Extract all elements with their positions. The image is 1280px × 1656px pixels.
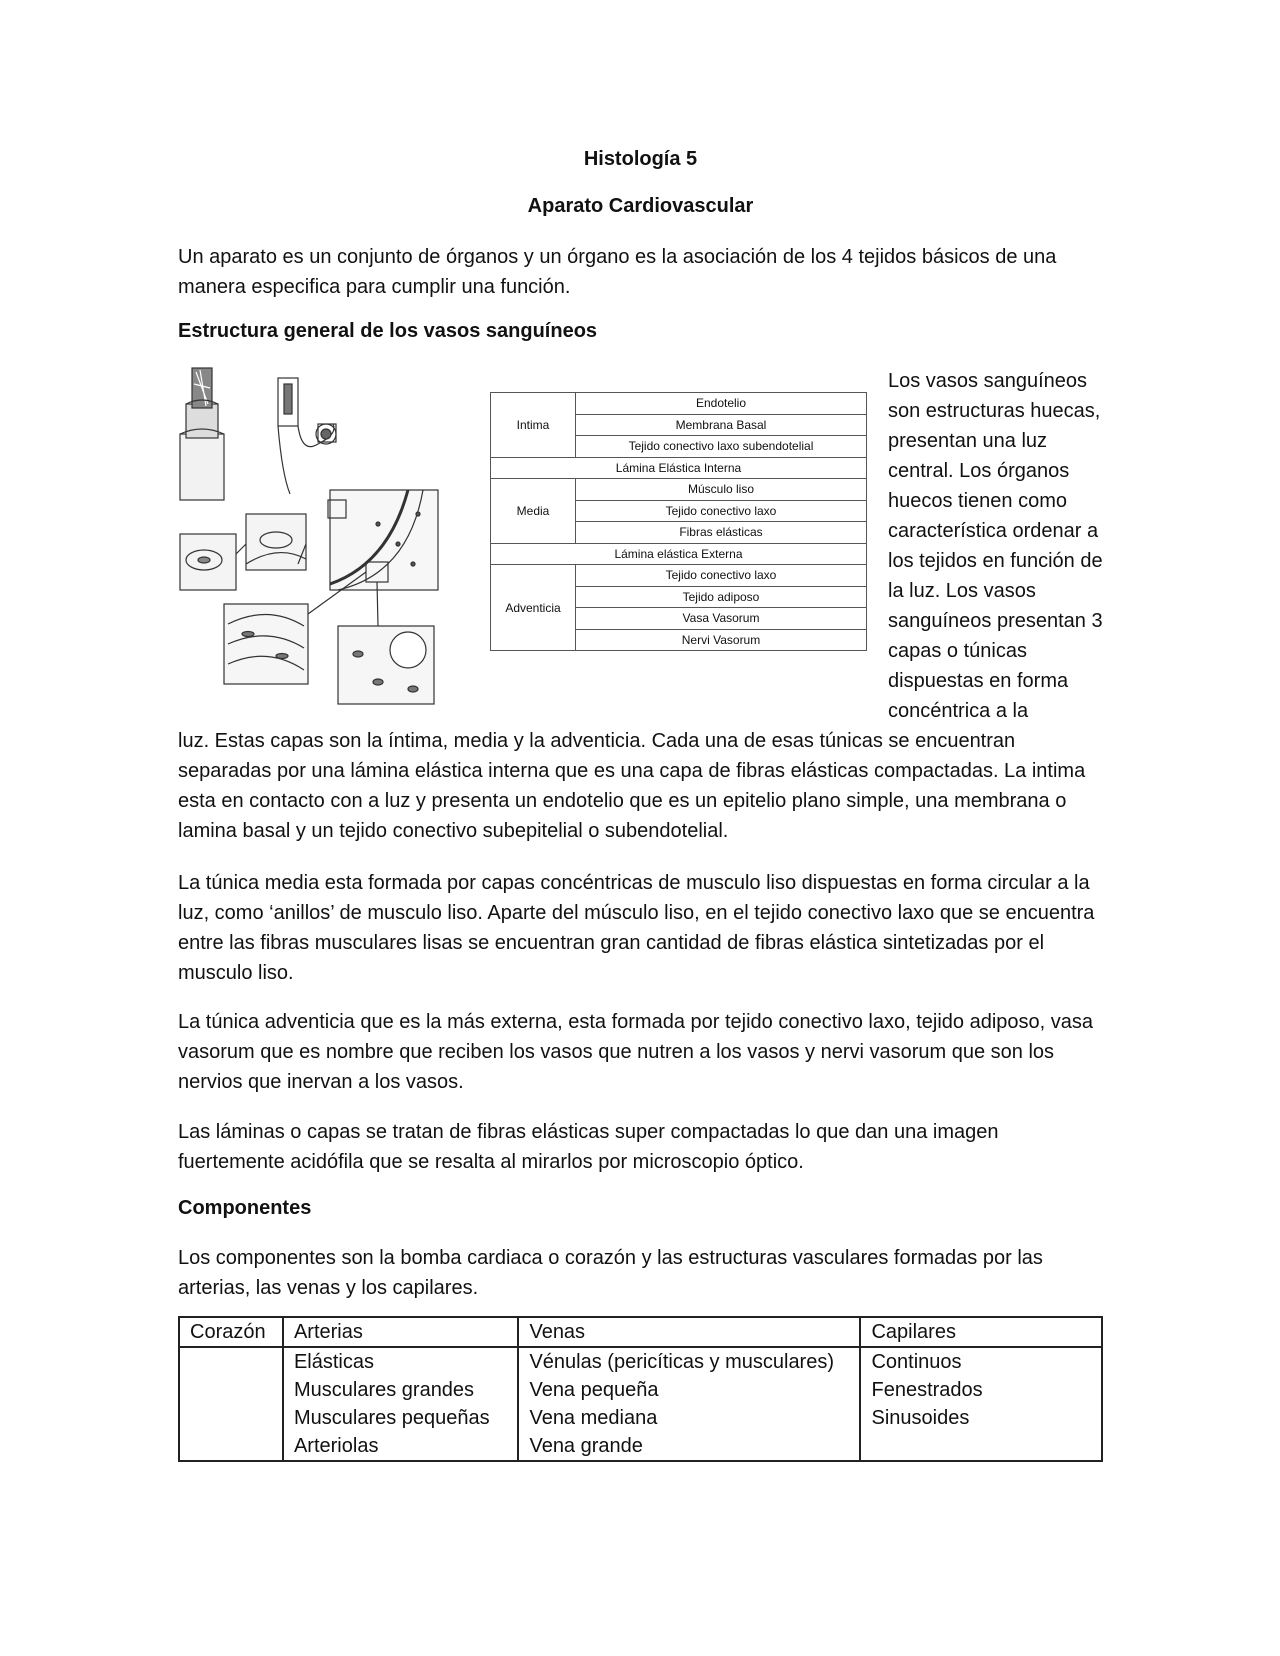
document-title: Histología 5 bbox=[583, 148, 698, 170]
adventicia-paragraph: La túnica adventicia que es la más externa, esta formada por tejido conectivo laxo, tejido adiposo, vasa vasorum que es nombre que reciben los vasos que nutren a los vasos y nervi vasorum que son los nervios que inervan a los vasos. bbox=[178, 1011, 1093, 1093]
side-paragraph: Los vasos sanguíneos son estructuras huecas, presentan una luz central. Los órganos huecos tienen como característica ordenar a los tejidos en función de la luz. Los vasos sanguíneos presentan 3 capas o túnicas dispuestas en forma concéntrica a la bbox=[888, 370, 1103, 722]
layer-row bbox=[491, 543, 867, 565]
components-table bbox=[178, 1316, 1103, 1462]
list-item: Arteriolas bbox=[293, 1435, 379, 1457]
layer-row bbox=[491, 393, 867, 415]
layer-row bbox=[491, 479, 867, 501]
table-header-row bbox=[179, 1317, 1102, 1347]
header-venas: Venas bbox=[518, 1317, 860, 1347]
list-item: Vénulas (pericíticas y musculares) bbox=[529, 1351, 835, 1373]
layers-paragraph: luz. Estas capas son la íntima, media y la adventicia. Cada una de esas túnicas se encuentran separadas por una lámina elástica interna que es una capa de fibras elásticas compactadas. La intima esta en contacto con a luz y presenta un endotelio que es un epitelio plano simple, una membrana o lamina basal y un tejido conectivo subepitelial o subendotelial. bbox=[178, 730, 1086, 842]
list-item: Fenestrados bbox=[871, 1379, 983, 1401]
layer-group-label: Media bbox=[491, 479, 576, 544]
list-item: Vena mediana bbox=[529, 1407, 658, 1429]
layer-cell: Nervi Vasorum bbox=[576, 629, 867, 651]
media-paragraph: La túnica media esta formada por capas concéntricas de musculo liso dispuestas en forma circular a la luz, como ‘anillos’ de musculo liso. Aparte del músculo liso, en el tejido conectivo laxo que se encuentra entre las fibras musculares lisas se encuentran gran cantidad de fibras elástica sintetizadas por el musculo liso. bbox=[178, 872, 1095, 984]
layer-row bbox=[491, 457, 867, 479]
section-heading-estructura: Estructura general de los vasos sanguíneos bbox=[178, 320, 598, 342]
cell-arterias bbox=[283, 1347, 518, 1461]
layer-group-label: Intima bbox=[491, 393, 576, 458]
cell-capilares bbox=[860, 1347, 1102, 1461]
layer-cell: Endotelio bbox=[576, 393, 867, 415]
list-item: Continuos bbox=[871, 1351, 962, 1373]
intro-paragraph: Un aparato es un conjunto de órganos y un órgano es la asociación de los 4 tejidos básicos de una manera especifica para cumplir una función. bbox=[178, 246, 1057, 298]
layer-cell: Vasa Vasorum bbox=[576, 608, 867, 630]
header-corazon: Corazón bbox=[179, 1317, 283, 1347]
list-item: Vena grande bbox=[529, 1435, 643, 1457]
layer-cell: Tejido conectivo laxo bbox=[576, 500, 867, 522]
layer-cell: Membrana Basal bbox=[576, 414, 867, 436]
layer-cell: Tejido conectivo laxo subendotelial bbox=[576, 436, 867, 458]
layer-cell: Lámina elástica Externa bbox=[491, 543, 867, 565]
componentes-paragraph: Los componentes son la bomba cardiaca o corazón y las estructuras vasculares formadas por las arterias, las venas y los capilares. bbox=[178, 1247, 1043, 1299]
document-subtitle: Aparato Cardiovascular bbox=[527, 195, 754, 217]
table-row bbox=[179, 1347, 1102, 1461]
vessel-illustration bbox=[178, 364, 440, 706]
list-item: Musculares grandes bbox=[293, 1379, 475, 1401]
list-item: Sinusoides bbox=[871, 1407, 970, 1429]
header-capilares: Capilares bbox=[860, 1317, 1102, 1347]
layer-cell: Tejido adiposo bbox=[576, 586, 867, 608]
list-item: Musculares pequeñas bbox=[293, 1407, 490, 1429]
layer-cell: Músculo liso bbox=[576, 479, 867, 501]
section-heading-componentes: Componentes bbox=[178, 1197, 312, 1219]
list-item: Vena pequeña bbox=[529, 1379, 659, 1401]
layer-group-label: Adventicia bbox=[491, 565, 576, 651]
layer-row bbox=[491, 565, 867, 587]
layer-cell: Lámina Elástica Interna bbox=[491, 457, 867, 479]
layer-cell: Tejido conectivo laxo bbox=[576, 565, 867, 587]
list-item: Elásticas bbox=[293, 1351, 374, 1373]
header-arterias: Arterias bbox=[283, 1317, 518, 1347]
cell-corazon bbox=[179, 1347, 283, 1461]
laminas-paragraph: Las láminas o capas se tratan de fibras elásticas super compactadas lo que dan una imagen fuertemente acidófila que se resalta al mirarlos por microscopio óptico. bbox=[178, 1121, 999, 1173]
vessel-layers-table bbox=[490, 392, 867, 651]
layer-cell: Fibras elásticas bbox=[576, 522, 867, 544]
cell-venas bbox=[518, 1347, 860, 1461]
